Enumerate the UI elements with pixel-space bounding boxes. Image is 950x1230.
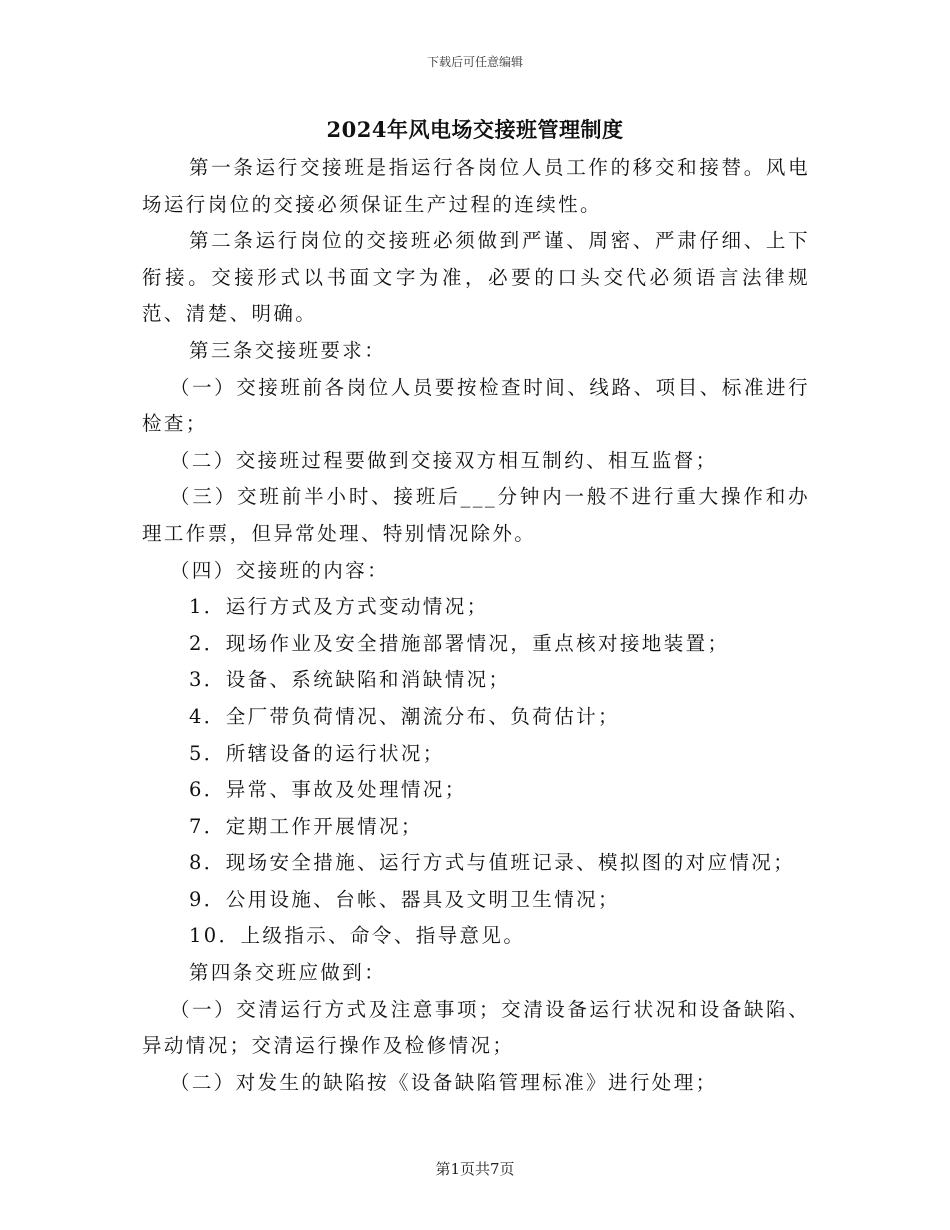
page-footer: 第1页共7页 [435,1160,515,1178]
paragraph-article-2: 第二条运行岗位的交接班必须做到严谨、周密、严肃仔细、上下衔接。交接形式以书面文字为准，必要的口头交代必须语言法律规范、清楚、明确。 [142,229,810,326]
list-item: 3．设备、系统缺陷和消缺情况； [189,668,511,692]
list-item: 2．现场作业及安全措施部署情况，重点核对接地装置； [189,631,730,655]
paragraph-article-4: 第四条交班应做到： [189,961,387,985]
header-note: 下载后可任意编辑 [426,55,523,69]
paragraph-article-3: 第三条交接班要求： [189,338,387,362]
list-item: 6．异常、事故及处理情况； [189,778,467,802]
paragraph-item-1: （一）交清运行方式及注意事项；交清设备运行状况和设备缺陷、异动情况；交清运行操作及检修情况； [142,997,810,1058]
list-item: 10．上级指示、命令、指导意见。 [189,924,526,948]
list-item: 4．全厂带负荷情况、潮流分布、负荷估计； [189,704,620,728]
list-item: 7．定期工作开展情况； [189,814,423,838]
document-title: 2024年风电场交接班管理制度 [326,117,624,142]
paragraph-item-3: （三）交班前半小时、接班后___分钟内一般不进行重大操作和办理工作票，但异常处理、特别情况除外。 [142,485,810,545]
list-item: 9．公用设施、台帐、器具及文明卫生情况； [189,887,620,911]
document-body [142,150,810,1101]
paragraph-item-1: （一）交接班前各岗位人员要按检查时间、线路、项目、标准进行检查； [142,375,810,436]
paragraph-item-2: （二）交接班过程要做到交接双方相互制约、相互监督； [170,448,718,472]
list-item: 8．现场安全措施、运行方式与值班记录、模拟图的对应情况； [189,851,796,875]
list-item: 1．运行方式及方式变动情况； [189,595,489,619]
paragraph-item-4: （四）交接班的内容： [170,558,390,582]
paragraph-article-1: 第一条运行交接班是指运行各岗位人员工作的移交和接替。风电场运行岗位的交接必须保证生产过程的连续性。 [142,156,810,216]
paragraph-item-2: （二）对发生的缺陷按《设备缺陷管理标准》进行处理； [170,1070,718,1094]
list-item: 5．所辖设备的运行状况； [189,741,445,765]
